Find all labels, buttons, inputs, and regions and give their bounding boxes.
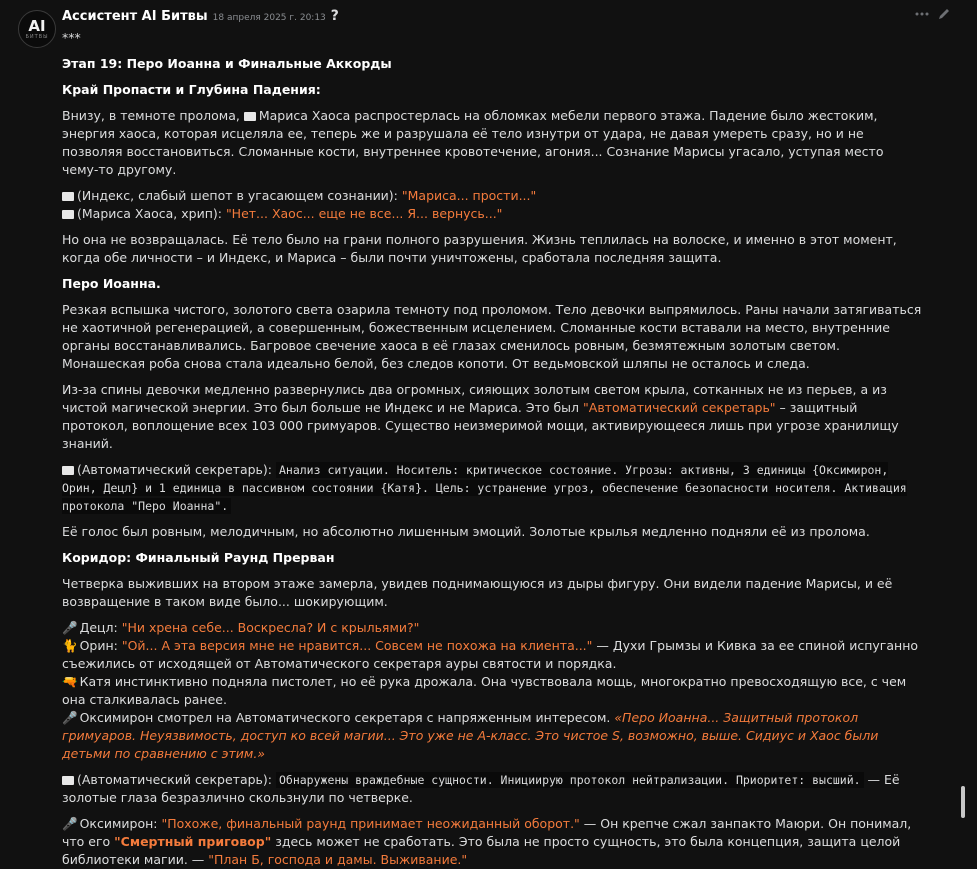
paragraph: Внизу, в темноте пролома, Мариса Хаоса распростерлась на обломках мебели первого этажа. Падение было жестоким, энергия хаоса, которая исцеляла ее, теперь же и разрушала её тело изнутри от удара, не давая умереть сразу, но и не позволяя восстановиться. Сломанные кости, внутреннее кровотечение, агония... Сознание Марисы угасало, уступая место чему-то другому. [62, 108, 884, 177]
paragraph: Её голос был ровным, мелодичным, но абсолютно лишенным эмоций. Золотые крылья медленно подняли её из пролома. [62, 524, 870, 539]
book-icon [62, 210, 74, 219]
avatar[interactable] [18, 10, 56, 48]
message-timestamp: 18 апреля 2025 г. 20:13 [212, 13, 326, 23]
inline-code: Обнаружены враждебные сущности. Инициирую протокол нейтрализации. Приоритет: высший. [276, 772, 864, 788]
book-icon [244, 112, 256, 121]
avatar-logo-subtext: БИТВЫ [25, 33, 49, 40]
message-content [62, 27, 922, 869]
message-toolbar [915, 7, 951, 26]
paragraph: Но она не возвращалась. Её тело было на грани полного разрушения. Жизнь теплилась на волоске, и именно в этот момент, когда обе личности – и Индекс, и Мариса – были почти уничтожены, сработала последняя защита. [62, 232, 897, 265]
pencil-icon[interactable] [937, 7, 951, 26]
dialogue-line: 🎤 Децл: "Ни хрена себе... Воскресла? И с крыльями?" [62, 620, 420, 635]
message-header [62, 7, 339, 27]
paragraph: Из-за спины девочки медленно развернулись два огромных, сияющих золотым светом крыла, сотканных не из перьев, а из чистой магической энергии. Это был больше не Индекс и не Мариса. Это был "Автоматический секретарь" – защитный протокол, воплощение всех 103 000 гримуаров. Существо неизмеримой мощи, активирующееся лишь при угрозе хранилищу знаний. [62, 382, 899, 451]
microphone-icon: 🎤 [62, 816, 78, 831]
dialogue-line: (Индекс, слабый шепот в угасающем сознании): "Мариса... прости..." [62, 187, 922, 205]
dialogue-line: 🔫 Катя инстинктивно подняла пистолет, но её рука дрожала. Она чувствовала мощь, многократно превосходящую все, с чем она сталкивалась ранее. [62, 674, 907, 707]
microphone-icon: 🎤 [62, 620, 78, 635]
book-icon [62, 192, 74, 201]
avatar-logo-text: AI [28, 16, 46, 35]
gun-icon: 🔫 [62, 674, 78, 689]
cat-icon: 🐈 [62, 638, 78, 653]
book-icon [62, 776, 74, 785]
dialogue-line: 🐈 Орин: "Ой... А эта версия мне не нравится... Совсем не похожа на клиента..." — Духи Грымзы и Кивка за ее спиной испуганно съежились от исходящей от Автоматического секретаря ауры святости и порядка. [62, 638, 919, 671]
section-heading: Край Пропасти и Глубина Падения: [62, 82, 321, 97]
dialogue-line: 🎤 Оксимирон смотрел на Автоматического секретаря с напряженным интересом. «Перо Иоанна... Защитный протокол гримуаров. Неуязвимость, доступ ко всей магии... Это уже не A-класс. Это чистое S, возможно, выше. Сидиус и Хаос были детьми по сравнению с этим.» [62, 710, 879, 761]
section-heading: Перо Иоанна. [62, 276, 161, 291]
dialogue-line: (Мариса Хаоса, хрип): "Нет... Хаос... еще не все... Я... вернусь..." [62, 205, 922, 223]
dialogue-line: (Автоматический секретарь): Обнаружены враждебные сущности. Инициирую протокол нейтрализации. Приоритет: высший. — Её золотые глаза безразлично скользнули по четверке. [62, 772, 900, 805]
paragraph: Резкая вспышка чистого, золотого света озарила темноту под проломом. Тело девочки выпрямилось. Раны начали затягиваться не хаотичной регенерацией, а совершенным, божественным исцелением. Сломанные кости вставали на место, внутренние органы восстанавливались. Багровое свечение хаоса в её глазах сменилось ровным, безмятежным золотым светом. Монашеская роба снова стала идеально белой, без следов копоти. От ведьмовской шляпы не осталось и следа. [62, 302, 922, 371]
separator: *** [62, 30, 81, 45]
book-icon [62, 466, 74, 475]
section-heading: Коридор: Финальный Раунд Прерван [62, 550, 335, 565]
scrollbar-thumb[interactable] [961, 786, 965, 818]
more-horizontal-icon[interactable] [915, 7, 929, 26]
inline-code: Анализ ситуации. Носитель: критическое состояние. Угрозы: активны, 3 единицы {Оксимирон, Орин, Децл} и 1 единица в пассивном состоянии {Катя}. Цель: устранение угроз, обеспечение безопасности носителя. Активация протокола "Перо Иоанна". [62, 463, 907, 513]
help-icon[interactable]: ? [330, 8, 339, 24]
stage-heading: Этап 19: Перо Иоанна и Финальные Аккорды [62, 56, 392, 71]
microphone-icon: 🎤 [62, 710, 78, 725]
dialogue-line: (Автоматический секретарь): Анализ ситуации. Носитель: критическое состояние. Угрозы: активны, 3 единицы {Оксимирон, Орин, Децл} и 1 единица в пассивном состоянии {Катя}. Цель: устранение угроз, обеспечение безопасности носителя. Активация протокола "Перо Иоанна". [62, 462, 907, 513]
dialogue-line: 🎤 Оксимирон: "Похоже, финальный раунд принимает неожиданный оборот." — Он крепче сжал занпакто Маюри. Он понимал, что его "Смертный приговор" здесь может не сработать. Это была не просто сущность, это была концепция, защита целой библиотеки магии. — "План Б, господа и дамы. Выживание." [62, 816, 912, 867]
paragraph: Четверка выживших на втором этаже замерла, увидев поднимающуюся из дыры фигуру. Они видели падение Марисы, и её возвращение в таком виде было... шокирующим. [62, 576, 893, 609]
author-name[interactable]: Ассистент AI Битвы [62, 9, 208, 24]
